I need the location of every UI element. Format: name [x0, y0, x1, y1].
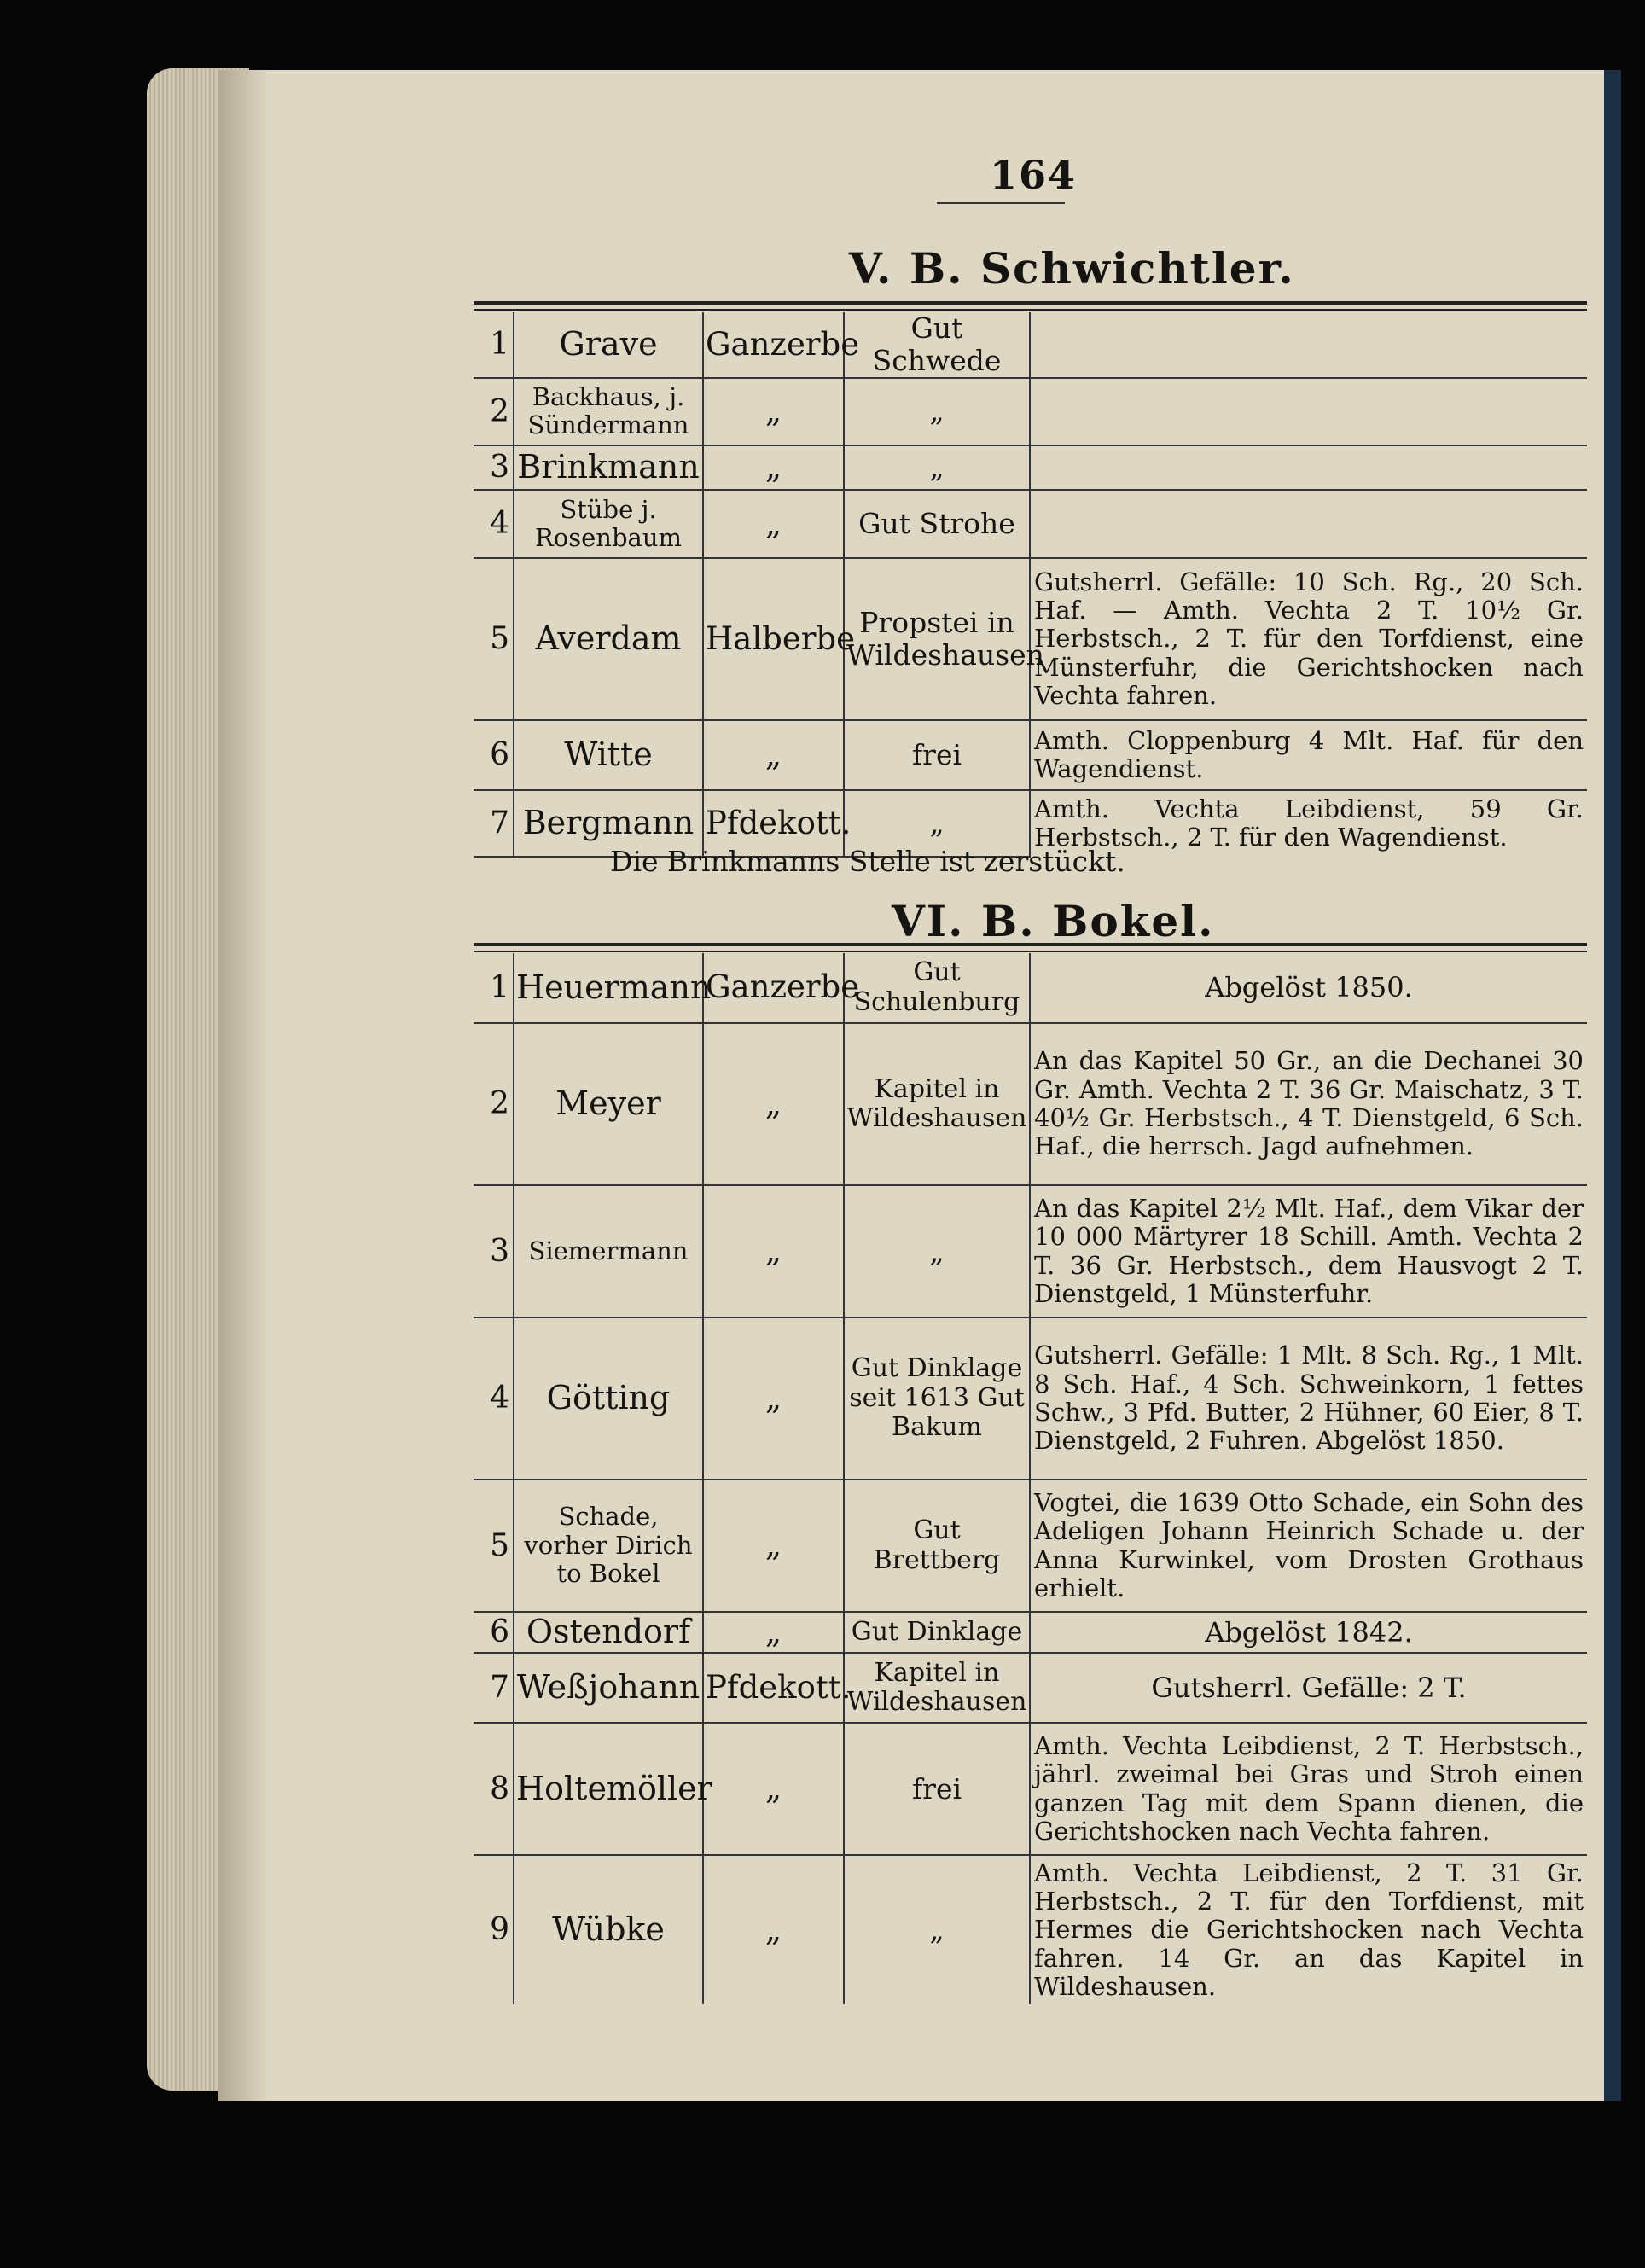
remarks: Abgelöst 1842. [1030, 1612, 1587, 1653]
landlord: Kapitel in Wildeshausen [844, 1653, 1030, 1723]
farm-class: „ [703, 445, 844, 490]
double-rule [474, 301, 1587, 311]
landlord: Gut Strohe [844, 490, 1030, 558]
remarks [1030, 490, 1587, 558]
landlord: frei [844, 720, 1030, 790]
remarks: Amth. Cloppenburg 4 Mlt. Haf. für den Wagendienst. [1030, 720, 1587, 790]
landlord: Propstei in Wildeshausen [844, 558, 1030, 720]
table-row [474, 1653, 1587, 1723]
landlord: Gut Schulenburg [844, 953, 1030, 1023]
row-number: 5 [474, 1480, 514, 1612]
row-number: 7 [474, 1653, 514, 1723]
table-row [474, 720, 1587, 790]
remarks: Amth. Vechta Leibdienst, 2 T. 31 Gr. Herbstsch., 2 T. für den Torfdienst, mit Hermes die Gerichtshocken nach Vechta fahren. 14 Gr. an das Kapitel in Wildeshausen. [1034, 1858, 1584, 2002]
farm-class: „ [703, 1612, 844, 1653]
section-heading: V. B. Schwichtler. [849, 243, 1295, 294]
farm-name: Wübke [514, 1855, 703, 2004]
farm-class: Ganzerbe [703, 312, 844, 378]
farm-class: „ [703, 1480, 844, 1612]
row-number: 6 [474, 1612, 514, 1653]
table-row [474, 1023, 1587, 1185]
farm-name: Brinkmann [514, 445, 703, 490]
landlord: „ [844, 1185, 1030, 1317]
remarks: Amth. Vechta Leibdienst, 2 T. Herbstsch., jährl. zweimal bei Gras und Stroh einen ganzen Tag mit dem Spann dienen, die Gerichtshocken nach Vechta fahren. [1030, 1723, 1587, 1855]
section-heading: VI. B. Bokel. [892, 896, 1215, 946]
farm-name: Averdam [514, 558, 703, 720]
farm-class: „ [703, 378, 844, 445]
row-number: 3 [474, 445, 514, 490]
double-rule [474, 943, 1587, 952]
remarks [1030, 312, 1587, 378]
farm-name: Holtemöller [514, 1723, 703, 1855]
register-table [474, 953, 1587, 2004]
table-row [474, 1723, 1587, 1855]
farm-name: Witte [514, 720, 703, 790]
table-row [474, 1317, 1587, 1480]
remarks: Vogtei, die 1639 Otto Schade, ein Sohn des Adeligen Johann Heinrich Schade u. der Anna Kurwinkel, vom Drosten Grothaus erhielt. [1030, 1480, 1587, 1612]
farm-class: Pfdekott. [703, 790, 844, 857]
remarks: Abgelöst 1850. [1030, 953, 1587, 1023]
landlord: Gut Schwede [844, 312, 1030, 378]
landlord: „ [844, 790, 1030, 857]
farm-class: „ [703, 720, 844, 790]
landlord: „ [844, 378, 1030, 445]
remarks: Gutsherrl. Gefälle: 10 Sch. Rg., 20 Sch. Haf. — Amth. Vechta 2 T. 10½ Gr. Herbstsch., 2 T. für den Torfdienst, eine Münsterfuhr, die Gerichtshocken nach Vechta fahren. [1030, 558, 1587, 720]
landlord: Kapitel in Wildeshausen [844, 1023, 1030, 1185]
farm-class: „ [703, 1317, 844, 1480]
remarks: Gutsherrl. Gefälle: 2 T. [1030, 1653, 1587, 1723]
row-number: 2 [474, 378, 514, 445]
farm-name: Grave [514, 312, 703, 378]
remarks: An das Kapitel 50 Gr., an die Dechanei 30 Gr. Amth. Vechta 2 T. 36 Gr. Maischatz, 3 T. 40½ Gr. Herbstsch., 4 T. Dienstgeld, 6 Sch. Haf., die herrsch. Jagd aufnehmen. [1030, 1023, 1587, 1185]
farm-class: „ [703, 1185, 844, 1317]
table-row [474, 1480, 1587, 1612]
farm-class: „ [703, 1723, 844, 1855]
table-row [474, 558, 1587, 720]
row-number: 4 [474, 1317, 514, 1480]
row-number: 5 [474, 558, 514, 720]
gutter-shadow [218, 70, 269, 2101]
landlord: „ [844, 445, 1030, 490]
page-number-rule [937, 202, 1065, 204]
landlord: frei [844, 1723, 1030, 1855]
remarks [1030, 445, 1587, 490]
farm-name: Stübe j. Rosenbaum [514, 490, 703, 558]
farm-class: Halberbe [703, 558, 844, 720]
farm-name: Siemermann [514, 1185, 703, 1317]
table-row [474, 1855, 1587, 2004]
row-number: 4 [474, 490, 514, 558]
table-row [474, 378, 1587, 445]
landlord: Gut Dinklage seit 1613 Gut Bakum [844, 1317, 1030, 1480]
remarks: Gutsherrl. Gefälle: 1 Mlt. 8 Sch. Rg., 1 Mlt. 8 Sch. Haf., 4 Sch. Schweinkorn, 1 fettes Schw., 3 Pfd. Butter, 2 Hühner, 60 Eier, 8 T. Dienstgeld, 2 Fuhren. Abgelöst 1850. [1030, 1317, 1587, 1480]
row-number: 7 [474, 790, 514, 857]
table-row [474, 445, 1587, 490]
table-row [474, 953, 1587, 1023]
farm-class: „ [703, 1023, 844, 1185]
table-row [474, 1185, 1587, 1317]
farm-name: Bergmann [514, 790, 703, 857]
remarks: Amth. Vechta Leibdienst, 59 Gr. Herbstsch., 2 T. für den Wagendienst. [1034, 794, 1584, 852]
landlord: Gut Dinklage [844, 1612, 1030, 1653]
landlord: Gut Brettberg [844, 1480, 1030, 1612]
register-body [474, 953, 1587, 2004]
farm-name: Götting [514, 1317, 703, 1480]
farm-class: Ganzerbe [703, 953, 844, 1023]
row-number: 9 [474, 1855, 514, 2004]
farm-name: Heuermann [514, 953, 703, 1023]
section-note: Die Brinkmanns Stelle ist zerstückt. [610, 845, 1125, 878]
row-number: 8 [474, 1723, 514, 1855]
landlord: „ [844, 1855, 1030, 2004]
farm-name: Backhaus, j. Sündermann [514, 378, 703, 445]
row-number: 1 [474, 953, 514, 1023]
farm-class: Pfdekott. [703, 1653, 844, 1723]
table-row [474, 312, 1587, 378]
row-number: 1 [474, 312, 514, 378]
row-number: 3 [474, 1185, 514, 1317]
table-row [474, 490, 1587, 558]
farm-name: Meyer [514, 1023, 703, 1185]
farm-name: Ostendorf [514, 1612, 703, 1653]
register-table [474, 312, 1587, 858]
row-number: 2 [474, 1023, 514, 1185]
row-number: 6 [474, 720, 514, 790]
farm-name: Schade, vorher Dirich to Bokel [514, 1480, 703, 1612]
remarks [1030, 378, 1587, 445]
farm-class: „ [703, 490, 844, 558]
table-row [474, 1612, 1587, 1653]
page-number: 164 [990, 152, 1078, 198]
farm-name: Weßjohann [514, 1653, 703, 1723]
remarks: An das Kapitel 2½ Mlt. Haf., dem Vikar der 10 000 Märtyrer 18 Schill. Amth. Vechta 2 T. 36 Gr. Herbstsch., dem Hausvogt 2 T. Dienstgeld, 1 Münsterfuhr. [1030, 1185, 1587, 1317]
register-body [474, 312, 1587, 857]
farm-class: „ [703, 1855, 844, 2004]
